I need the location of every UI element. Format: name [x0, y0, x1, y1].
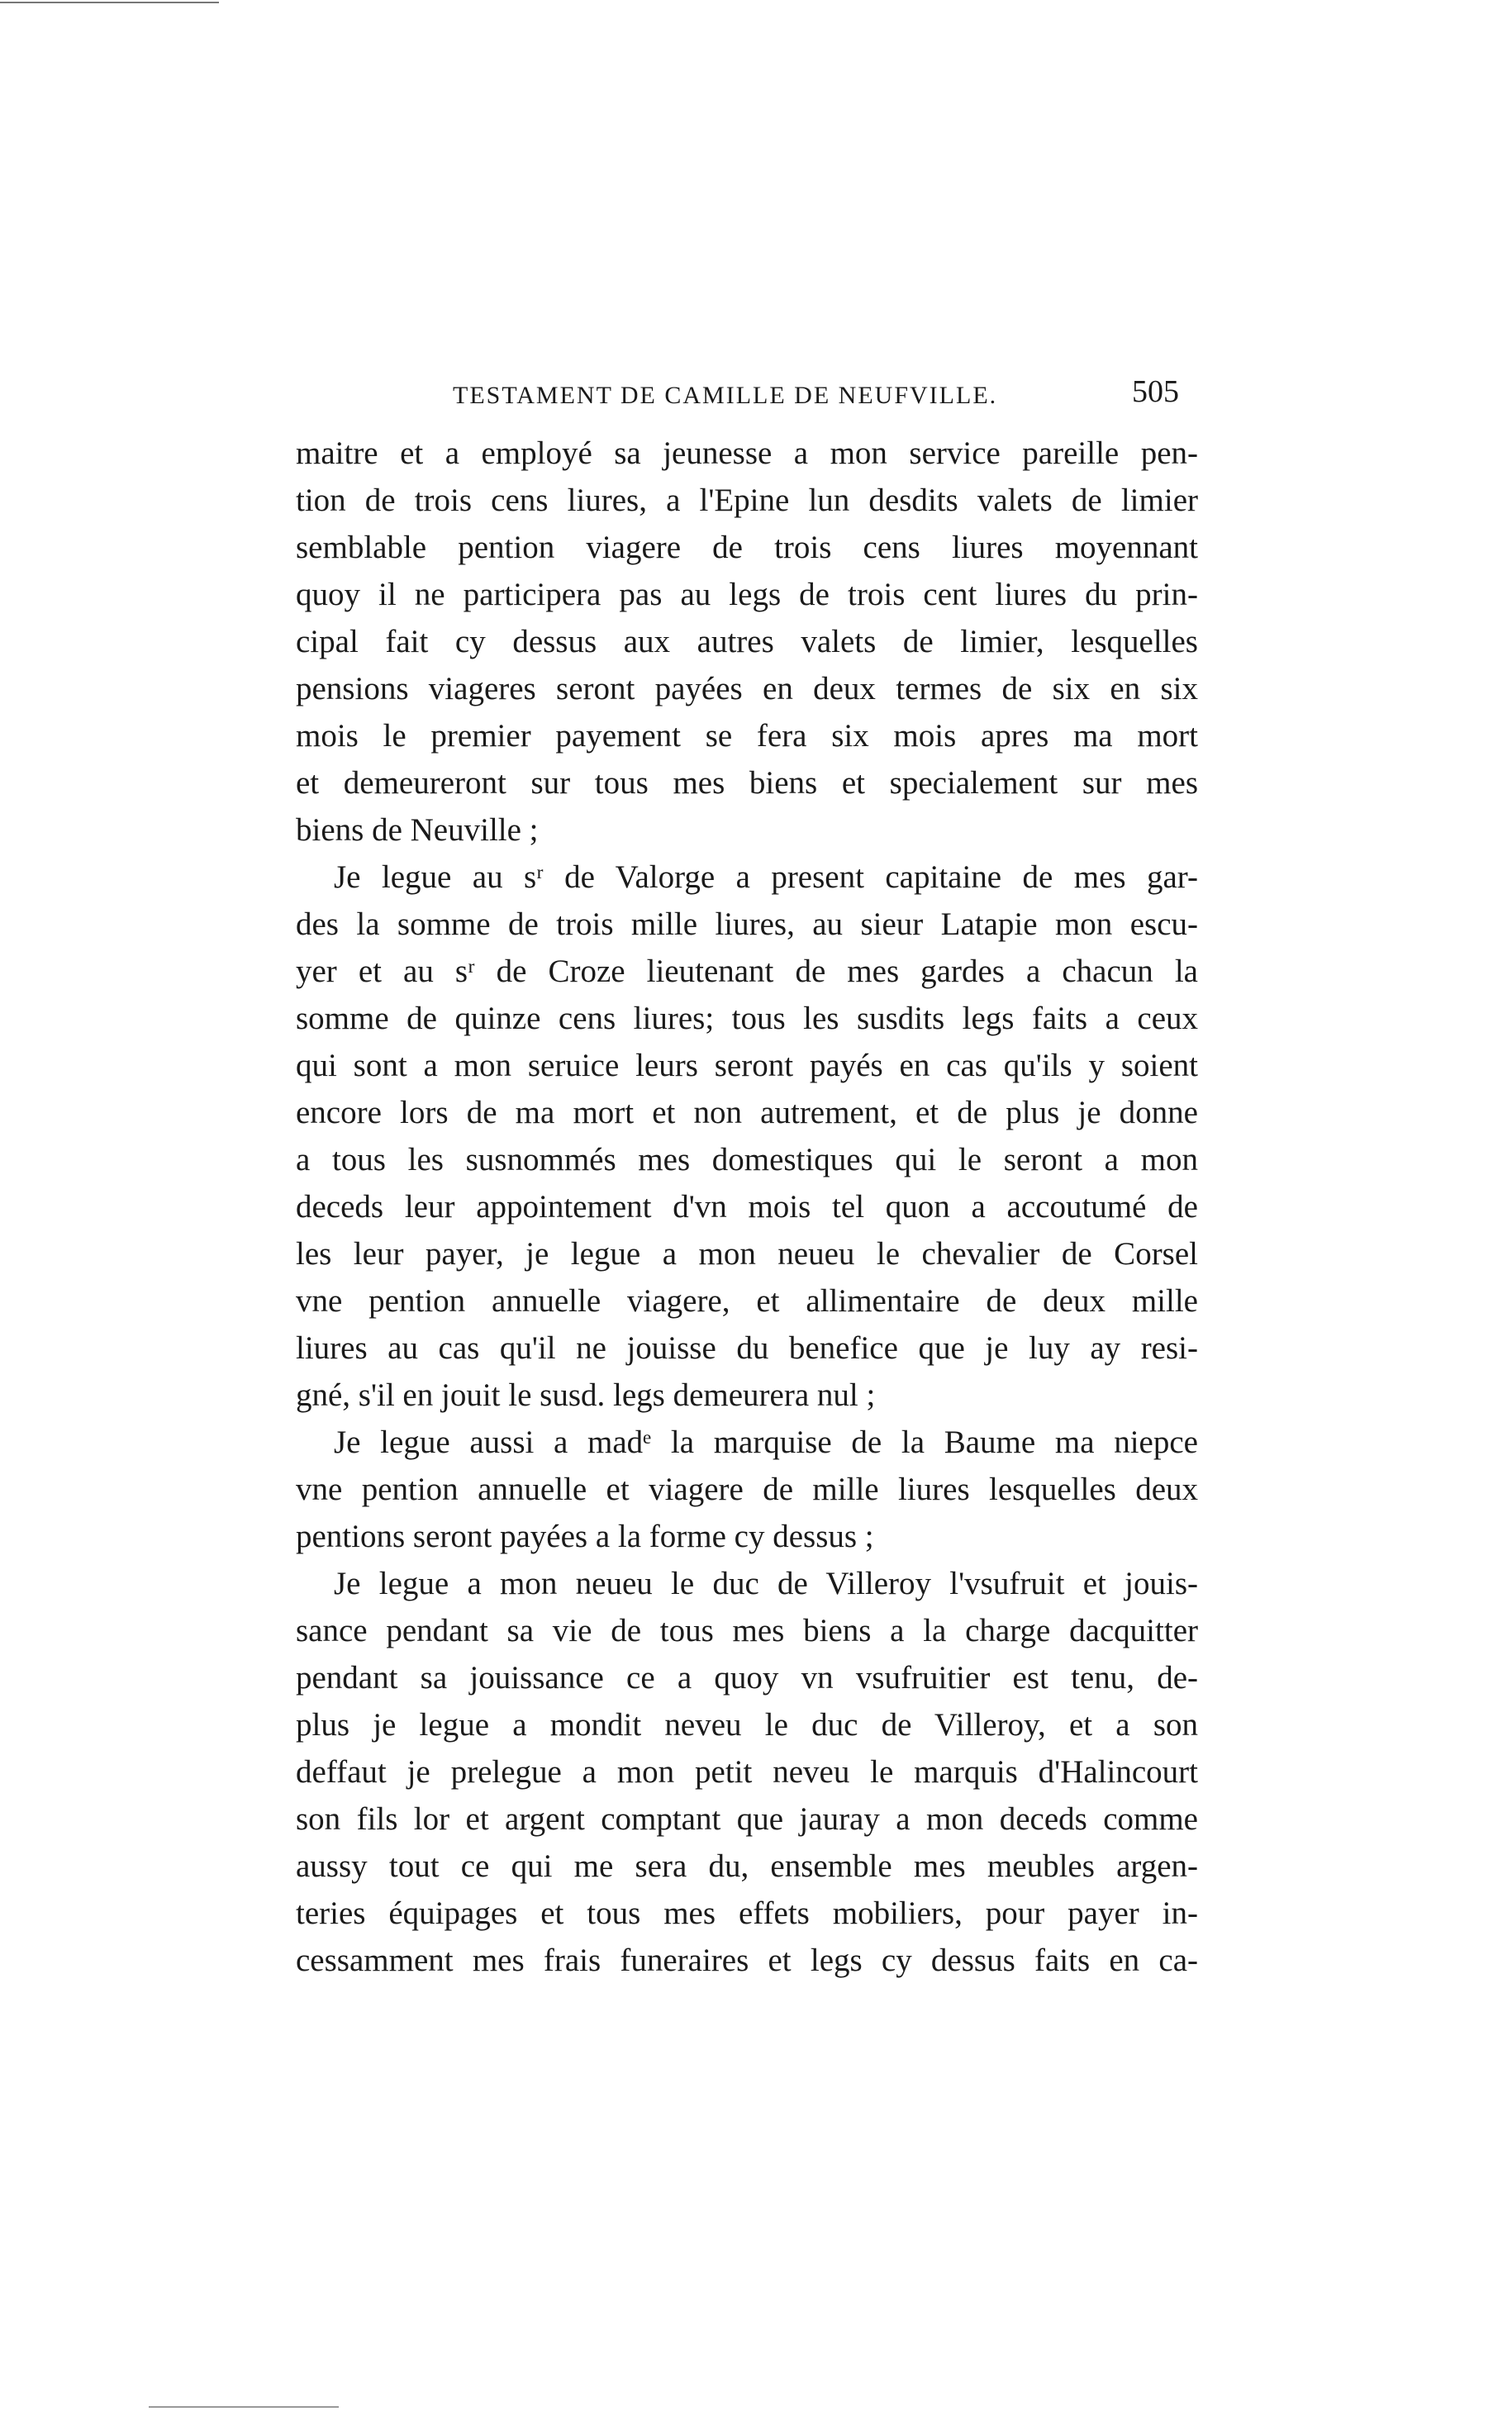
text-line: vne pention annuelle et viagere de mille liures lesquelles deux [296, 1472, 1198, 1507]
text-line: pensions viageres seront payées en deux termes de six en six [296, 671, 1198, 706]
text-line: teries équipages et tous mes effets mobiliers, pour payer in- [296, 1895, 1198, 1931]
text-line: les leur payer, je legue a mon neueu le chevalier de Corsel [296, 1236, 1198, 1272]
text-line: cipal fait cy dessus aux autres valets de limier, lesquelles [296, 624, 1198, 659]
page-number: 505 [1132, 374, 1179, 409]
text-line: semblable pention viagere de trois cens liures moyennant [296, 530, 1198, 565]
text-line: pendant sa jouissance ce a quoy vn vsufruitier est tenu, de- [296, 1660, 1198, 1696]
text-line: pentions seront payées a la forme cy dessus ; [296, 1519, 874, 1554]
text-line: cessamment mes frais funeraires et legs cy dessus faits en ca- [296, 1943, 1198, 1978]
text-line: biens de Neuville ; [296, 812, 539, 848]
body-text [296, 430, 1198, 1984]
text-line: tion de trois cens liures, a l'Epine lun desdits valets de limier [296, 483, 1198, 518]
text-line: somme de quinze cens liures; tous les susdits legs faits a ceux [296, 1001, 1198, 1036]
running-header: TESTAMENT DE CAMILLE DE NEUFVILLE. [453, 382, 998, 409]
text-line: gné, s'il en jouit le susd. legs demeurera nul ; [296, 1377, 876, 1413]
text-line: quoy il ne participera pas au legs de trois cent liures du prin- [296, 577, 1198, 612]
text-line: encore lors de ma mort et non autrement, et de plus je donne [296, 1095, 1198, 1130]
text-line: Je legue a mon neueu le duc de Villeroy l'vsufruit et jouis- [334, 1566, 1198, 1601]
text-line: vne pention annuelle viagere, et allimentaire de deux mille [296, 1283, 1198, 1319]
text-line: des la somme de trois mille liures, au sieur Latapie mon escu- [296, 906, 1198, 942]
text-line: et demeureront sur tous mes biens et specialement sur mes [296, 765, 1198, 801]
text-line: maitre et a employé sa jeunesse a mon service pareille pen- [296, 435, 1198, 471]
scan-edge-rule [149, 2406, 339, 2408]
text-line: qui sont a mon seruice leurs seront payés en cas qu'ils y soient [296, 1048, 1198, 1083]
text-line: liures au cas qu'il ne jouisse du benefice que je luy ay resi- [296, 1330, 1198, 1366]
text-line: deceds leur appointement d'vn mois tel quon a accoutumé de [296, 1189, 1198, 1225]
text-line: aussy tout ce qui me sera du, ensemble mes meubles argen- [296, 1848, 1198, 1884]
scan-edge-rule [0, 2, 219, 3]
text-line: a tous les susnommés mes domestiques qui le seront a mon [296, 1142, 1198, 1177]
text-line: Je legue aussi a madᵉ la marquise de la Baume ma niepce [334, 1425, 1198, 1460]
text-line: yer et au sʳ de Croze lieutenant de mes gardes a chacun la [296, 954, 1198, 989]
text-line: sance pendant sa vie de tous mes biens a la charge dacquitter [296, 1613, 1198, 1648]
text-line: son fils lor et argent comptant que jauray a mon deceds comme [296, 1801, 1198, 1837]
text-line: mois le premier payement se fera six mois apres ma mort [296, 718, 1198, 754]
text-line: deffaut je prelegue a mon petit neveu le marquis d'Halincourt [296, 1754, 1198, 1790]
text-line: Je legue au sʳ de Valorge a present capitaine de mes gar- [334, 859, 1198, 895]
text-line: plus je legue a mondit neveu le duc de Villeroy, et a son [296, 1707, 1198, 1743]
